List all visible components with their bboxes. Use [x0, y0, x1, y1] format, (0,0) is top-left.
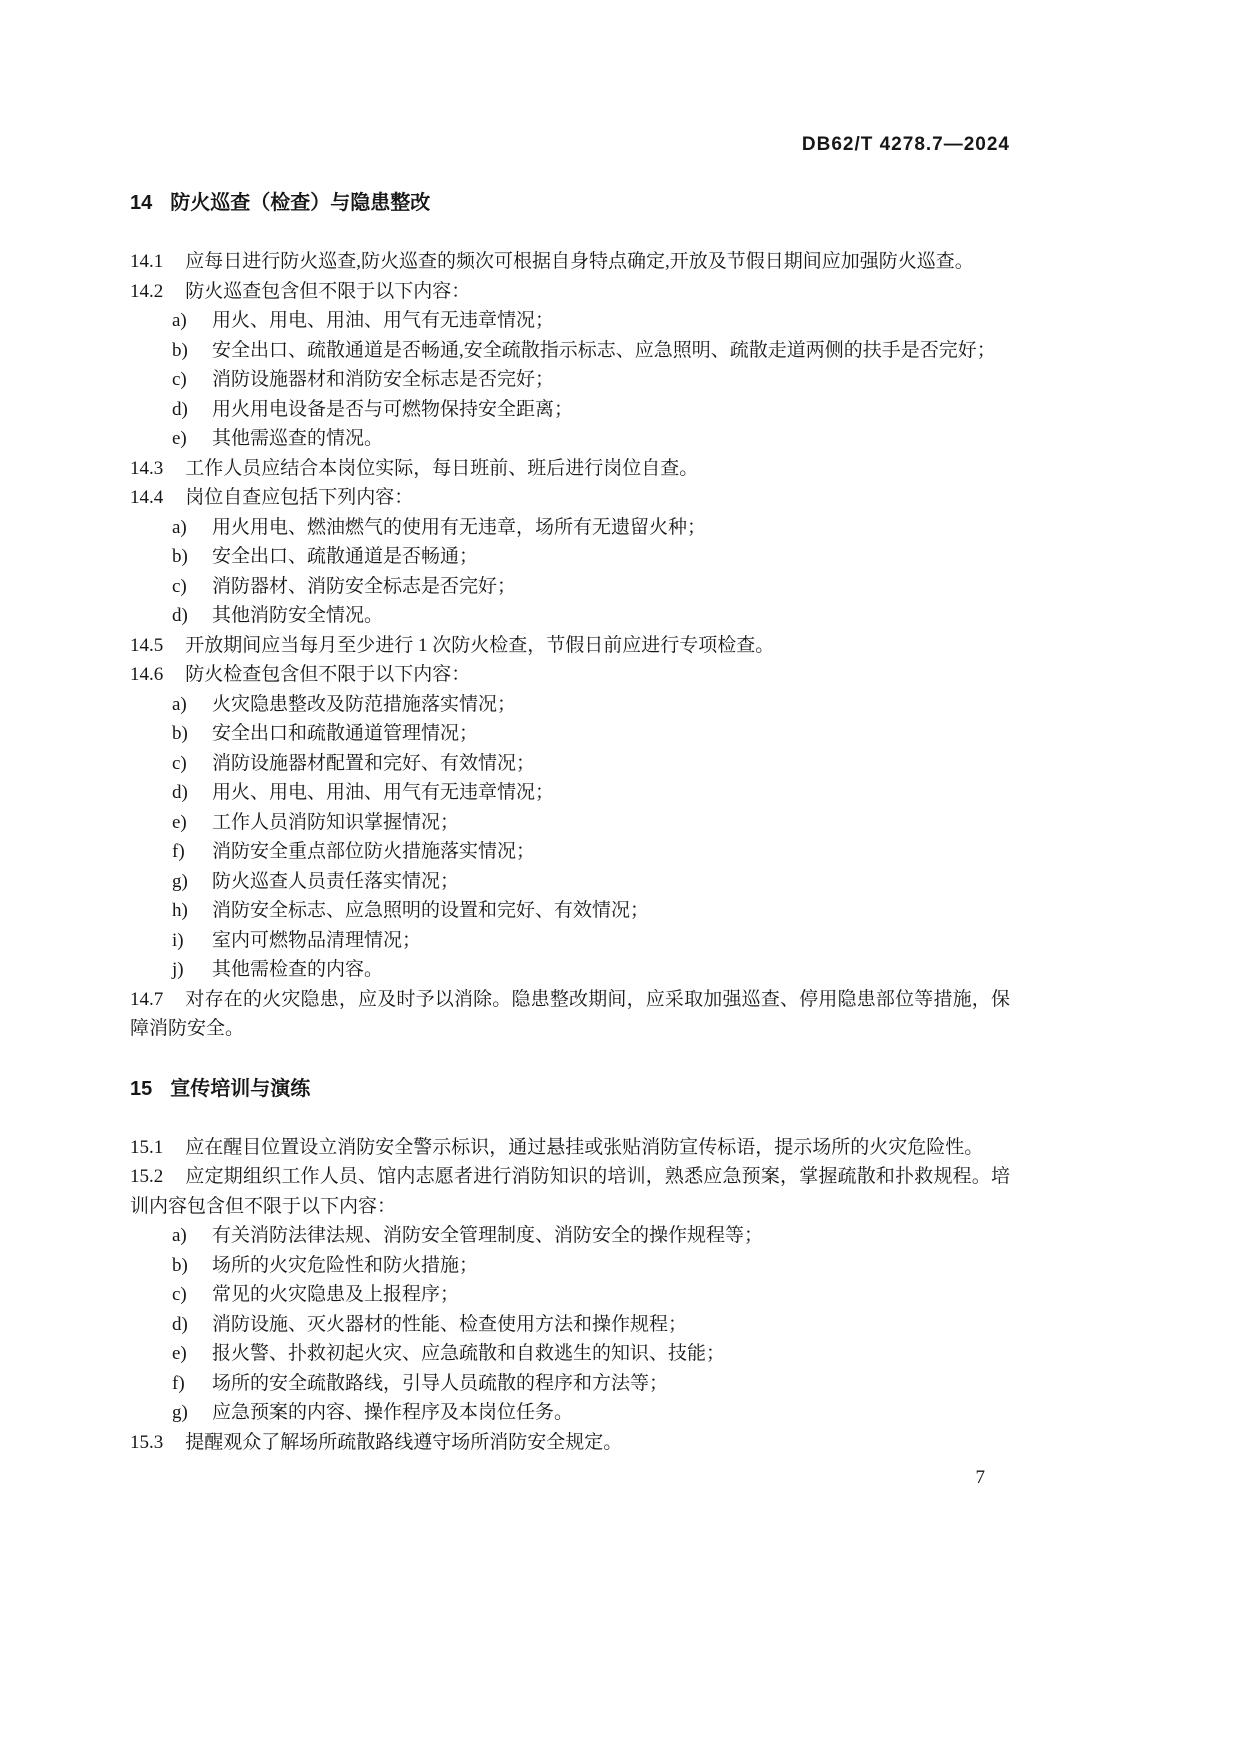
clause-number: 15.2 — [130, 1166, 164, 1187]
clause-paragraph — [130, 483, 1010, 513]
list-item-text: 工作人员消防知识掌握情况； — [212, 811, 460, 833]
clause-number: 14.4 — [130, 487, 164, 508]
list-item-text: 室内可燃物品清理情况； — [212, 929, 422, 951]
list-item — [130, 1369, 1010, 1399]
clause-text: 工作人员应结合本岗位实际，每日班前、班后进行岗位自查。 — [185, 457, 699, 479]
list-item-marker: c) — [172, 752, 187, 774]
list-item-marker: d) — [172, 782, 188, 803]
list-item — [130, 424, 1010, 454]
list-item — [130, 1251, 1010, 1281]
list-item — [130, 513, 1010, 543]
list-item — [130, 1339, 1010, 1369]
list-item-marker: b) — [172, 723, 188, 744]
list-item-text: 火灾隐患整改及防范措施落实情况； — [212, 693, 517, 715]
clause-number: 14.1 — [130, 251, 164, 272]
list-item — [130, 837, 1010, 867]
list-item-text: 安全出口和疏散通道管理情况； — [212, 723, 479, 744]
list-item-marker: e) — [172, 811, 187, 833]
clause-paragraph — [130, 631, 1010, 661]
list-item-marker: j) — [172, 959, 184, 980]
page-number: 7 — [975, 1467, 985, 1488]
list-item-marker: c) — [172, 1284, 187, 1305]
list-item-text: 消防设施、灭火器材的性能、检查使用方法和操作规程； — [212, 1313, 688, 1335]
list-item — [130, 867, 1010, 897]
clause-text: 开放期间应当每月至少进行 1 次防火检查，节假日前应进行专项检查。 — [185, 634, 775, 656]
list-item — [130, 896, 1010, 926]
list-item-marker: e) — [172, 1343, 187, 1364]
section-number: 14 — [130, 192, 153, 214]
list-item-text: 用火、用电、用油、用气有无违章情况； — [212, 310, 555, 331]
list-item — [130, 336, 1010, 366]
clause-text: 应定期组织工作人员、馆内志愿者进行消防知识的培训，熟悉应急预案，掌握疏散和扑救规程。培训内容包含但不限于以下内容： — [130, 1166, 1010, 1217]
list-item-marker: e) — [172, 428, 187, 449]
list-item-marker: f) — [172, 1372, 185, 1394]
list-item-text: 消防设施器材配置和完好、有效情况； — [212, 752, 536, 774]
list-item-marker: a) — [172, 516, 187, 538]
clause-text: 防火检查包含但不限于以下内容： — [185, 664, 471, 685]
list-item — [130, 778, 1010, 808]
clause-number: 14.3 — [130, 457, 164, 479]
list-item-marker: b) — [172, 1254, 188, 1276]
section-title: 防火巡查（检查）与隐患整改 — [170, 192, 431, 214]
list-item-text: 消防设施器材和消防安全标志是否完好； — [212, 369, 555, 390]
list-item-text: 用火、用电、用油、用气有无违章情况； — [212, 782, 555, 803]
section-number: 15 — [130, 1077, 153, 1100]
list-item-text: 有关消防法律法规、消防安全管理制度、消防安全的操作规程等； — [212, 1225, 764, 1246]
list-item-text: 消防安全重点部位防火措施落实情况； — [212, 841, 536, 862]
list-item — [130, 1280, 1010, 1310]
clause-number: 15.3 — [130, 1431, 164, 1453]
list-item — [130, 808, 1010, 838]
list-item-text: 消防器材、消防安全标志是否完好； — [212, 575, 517, 597]
list-item — [130, 395, 1010, 425]
clause-paragraph — [130, 1133, 1010, 1163]
list-item-marker: f) — [172, 841, 185, 862]
clause-paragraph — [130, 1428, 1010, 1458]
clause-paragraph — [130, 247, 1010, 277]
list-item — [130, 719, 1010, 749]
list-item-text: 安全出口、疏散通道是否畅通,安全疏散指示标志、应急照明、疏散走道两侧的扶手是否完好； — [212, 339, 996, 361]
clause-text: 防火巡查包含但不限于以下内容： — [185, 280, 471, 302]
list-item-marker: d) — [172, 398, 188, 420]
list-item-marker: g) — [172, 870, 188, 892]
doc-header — [130, 132, 1010, 158]
list-item-text: 应急预案的内容、操作程序及本岗位任务。 — [212, 1402, 574, 1423]
list-item-text: 常见的火灾隐患及上报程序； — [212, 1284, 460, 1305]
list-item — [130, 1221, 1010, 1251]
doc-number: DB62/T 4278.7—2024 — [801, 134, 1010, 155]
list-item — [130, 306, 1010, 336]
list-item-marker: b) — [172, 339, 188, 361]
section-title: 宣传培训与演练 — [170, 1077, 311, 1100]
list-item-text: 其他需检查的内容。 — [212, 959, 384, 980]
list-item — [130, 1310, 1010, 1340]
list-item — [130, 572, 1010, 602]
list-item-marker: c) — [172, 369, 187, 390]
clause-number: 14.6 — [130, 664, 164, 685]
clause-text: 对存在的火灾隐患，应及时予以消除。隐患整改期间，应采取加强巡查、停用隐患部位等措施，保障消防安全。 — [130, 988, 1010, 1039]
clause-text: 应在醒目位置设立消防安全警示标识，通过悬挂或张贴消防宣传标语，提示场所的火灾危险性。 — [185, 1136, 984, 1158]
list-item-marker: c) — [172, 575, 187, 597]
list-item-marker: d) — [172, 605, 188, 626]
list-item-text: 用火用电设备是否与可燃物保持安全距离； — [212, 398, 574, 420]
list-item-marker: g) — [172, 1402, 188, 1423]
clause-text: 岗位自查应包括下列内容： — [185, 487, 414, 508]
clause-text: 应每日进行防火巡查,防火巡查的频次可根据自身特点确定,开放及节假日期间应加强防火巡查。 — [185, 251, 974, 272]
section-heading — [130, 188, 1010, 218]
page-footer — [976, 1466, 986, 1490]
list-item-marker: b) — [172, 546, 188, 567]
clause-paragraph — [130, 660, 1010, 690]
list-item — [130, 749, 1010, 779]
list-item-marker: i) — [172, 929, 184, 951]
clause-paragraph — [130, 985, 1010, 1044]
list-item-marker: a) — [172, 693, 187, 715]
list-item-text: 其他消防安全情况。 — [212, 605, 384, 626]
list-item — [130, 365, 1010, 395]
clause-number: 15.1 — [130, 1136, 164, 1158]
list-item — [130, 926, 1010, 956]
list-item-marker: a) — [172, 1225, 187, 1246]
clause-number: 14.2 — [130, 280, 164, 302]
list-item-marker: d) — [172, 1313, 188, 1335]
list-item-text: 报火警、扑救初起火灾、应急疏散和自救逃生的知识、技能； — [212, 1343, 726, 1364]
clause-number: 14.5 — [130, 634, 164, 656]
clause-paragraph — [130, 277, 1010, 307]
list-item — [130, 955, 1010, 985]
list-item-text: 用火用电、燃油燃气的使用有无违章，场所有无遗留火种； — [212, 516, 707, 538]
clause-paragraph — [130, 1162, 1010, 1221]
list-item-marker: a) — [172, 310, 187, 331]
list-item-text: 其他需巡查的情况。 — [212, 428, 384, 449]
list-item — [130, 542, 1010, 572]
clause-paragraph — [130, 454, 1010, 484]
clause-number: 14.7 — [130, 988, 164, 1010]
list-item-text: 安全出口、疏散通道是否畅通； — [212, 546, 479, 567]
list-item-marker: h) — [172, 900, 188, 921]
section-heading — [130, 1074, 1010, 1104]
list-item-text: 场所的安全疏散路线，引导人员疏散的程序和方法等； — [212, 1372, 669, 1394]
clause-text: 提醒观众了解场所疏散路线遵守场所消防安全规定。 — [185, 1431, 623, 1453]
list-item — [130, 601, 1010, 631]
list-item-text: 场所的火灾危险性和防火措施； — [212, 1254, 479, 1276]
list-item — [130, 1398, 1010, 1428]
list-item-text: 防火巡查人员责任落实情况； — [212, 870, 460, 892]
list-item — [130, 690, 1010, 720]
list-item-text: 消防安全标志、应急照明的设置和完好、有效情况； — [212, 900, 650, 921]
document-content — [130, 188, 1010, 1457]
